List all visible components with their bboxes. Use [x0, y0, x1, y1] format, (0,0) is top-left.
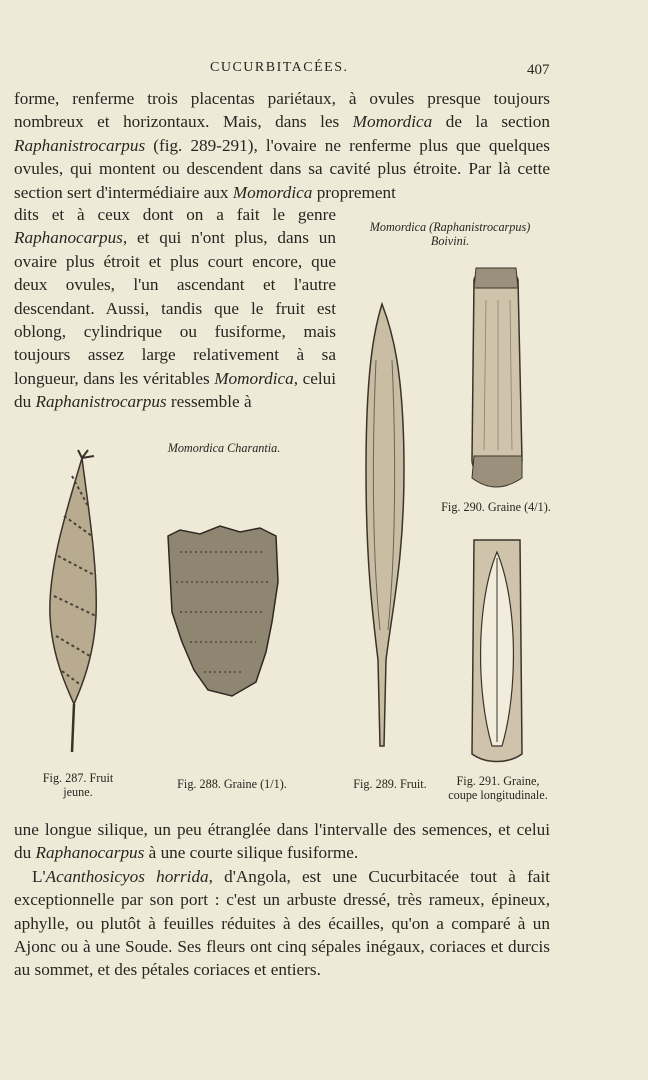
fig-291-seed-section-illustration [468, 532, 526, 766]
text-run: de la section [432, 112, 550, 132]
fig-290-caption: Fig. 290. Graine (4/1). [441, 500, 551, 514]
caption-line: Boivini. [430, 234, 470, 248]
species-caption-left: Momordica Charantia. [167, 441, 281, 455]
genus-name: Raphanistrocarpus [35, 392, 167, 412]
fig-287-fruit-illustration [42, 446, 108, 756]
caption-line: Momordica (Raphanistrocarpus) [369, 220, 531, 234]
fig-287-caption [30, 771, 126, 799]
fig-291-caption [436, 774, 560, 802]
genus-name: Raphanocarpus [14, 228, 123, 248]
text-run: , d'Angola, est une Cucurbitacée tout à fait exceptionnelle par son port : c'est un arbuste dressé, très rameux, épineux, aphylle, ou plutôt à feuilles réduites à des écailles, qu'on a comparé à un Ajonc ou à une Soude. Ses fleurs ont cinq sépales inégaux, coriaces et durcis au sommet, et des pétales coriaces et entiers. [14, 866, 550, 980]
text-run: dits et à ceux dont on a fait le genre [14, 205, 336, 224]
page-header [0, 60, 648, 82]
paragraph-bottom [14, 818, 550, 982]
running-head: CUCURBITACÉES. [210, 60, 349, 75]
caption-line: Fig. 287. Fruit [42, 771, 114, 785]
text-run: forme, renferme trois placentas pariétaux, à ovules presque toujours nombreux et horizontaux. Mais, dans les [14, 89, 550, 132]
fig-289-fruit-illustration [362, 300, 408, 750]
text-run: une longue silique, un peu étranglée dans l'intervalle des semences, et celui du [14, 820, 550, 863]
fig-289-caption: Fig. 289. Fruit. [353, 777, 427, 791]
text-run: (fig. 289-291), l'ovaire ne renferme plus que quelques ovules, qui montent ou descendent dans sa cavité plus étroite. Par là cette section sert d'intermédiaire aux [14, 135, 550, 202]
caption-line: Fig. 291. Graine, [456, 774, 540, 788]
genus-name: Momordica [214, 368, 294, 388]
text-run: proprement [312, 182, 396, 202]
caption-line: jeune. [63, 785, 93, 799]
species-name: Acanthosicyos horrida [45, 866, 209, 886]
text-run: L' [32, 866, 46, 886]
caption-line: coupe longitudinale. [448, 788, 548, 802]
paragraph-top [14, 87, 550, 204]
species-caption-right [352, 220, 548, 248]
text-run: , celui du [14, 368, 336, 412]
genus-name: Raphanistrocarpus [14, 135, 146, 155]
fig-288-caption: Fig. 288. Graine (1/1). [177, 777, 287, 791]
text-run: , et qui n'ont plus, dans un ovaire plus étroit et plus court encore, que deux ovules, l'un ascendant et l'autre descendant. Aussi, tandis que le fruit est oblong, cylindrique ou fusiforme, mais toujours assez large relativement à sa longueur, dans les véritables [14, 228, 336, 388]
text-run: à une courte silique fusiforme. [144, 843, 359, 863]
page-number: 407 [527, 62, 550, 78]
genus-name: Momordica [232, 182, 313, 202]
text-run: ressemble à [166, 392, 252, 412]
fig-288-seed-illustration [160, 522, 284, 700]
fig-290-seed-illustration [464, 260, 528, 492]
genus-name: Momordica [352, 112, 433, 132]
paragraph-wrapped [14, 203, 336, 414]
genus-name: Raphanocarpus [35, 843, 145, 863]
